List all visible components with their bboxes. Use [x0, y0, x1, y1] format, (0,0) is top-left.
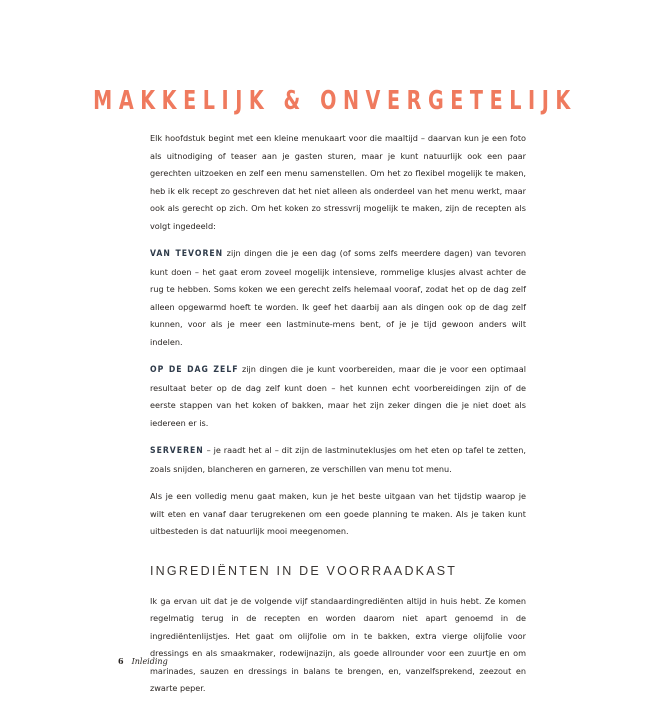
serveren-text: – je raadt het al – dit zijn de lastminuteklusjes om het eten op tafel te zetten, zoals snijden, blancheren en garneren, ze verschillen van menu tot menu.	[150, 445, 526, 474]
op-de-dag-zelf-paragraph	[150, 361, 526, 432]
op-de-dag-zelf-term: OP DE DAG ZELF	[150, 365, 239, 375]
serveren-paragraph	[150, 442, 526, 478]
van-tevoren-text: zijn dingen die je een dag (of soms zelfs meerdere dagen) van tevoren kunt doen – het gaat erom zoveel mogelijk intensieve, rommelige klusjes alvast achter de rug te hebben. Soms koken we een gerecht zelfs helemaal vooraf, zodat het op de dag zelf alleen opgewarmd hoeft te worden. Ik geef het daarbij aan als dingen ook op de dag zelf kunnen, voor als je meer een lastminute-mens bent, of je je tijd gewoon anders wilt indelen.	[150, 248, 527, 347]
intro-paragraph: Elk hoofdstuk begint met een kleine menukaart voor die maaltijd – daarvan kun je een foto als uitnodiging of teaser aan je gasten sturen, maar je kunt natuurlijk ook een paar gerechten uitzoeken en zelf een menu samenstellen. Om het zo flexibel mogelijk te maken, heb ik elk recept zo geschreven dat het niet alleen als onderdeel van het menu werkt, maar ook als gerecht op zich. Om het koken zo stressvrij mogelijk te maken, zijn de recepten als volgt ingedeeld:	[150, 133, 526, 231]
van-tevoren-term: VAN TEVOREN	[150, 249, 224, 259]
op-de-dag-zelf-text: zijn dingen die je kunt voorbereiden, maar die je voor een optimaal resultaat beter op de dag zelf kunt doen – het kunnen echt voorbereidingen zijn of de eerste stappen van het koken of bakken, maar het zijn zeker dingen die je niet doet als iedereen er is.	[150, 364, 526, 428]
page-footer	[118, 656, 168, 666]
serveren-term: SERVEREN	[150, 446, 204, 456]
voorraad-paragraph: Ik ga ervan uit dat je de volgende vijf standaardingrediënten altijd in huis hebt. Ze komen regelmatig terug in de recepten en worden daarom niet apart genoemd in de ingrediëntenlijstjes. Het gaat om olijfolie om in te bakken, extra vierge olijfolie voor dressings en als smaakmaker, rodewijnazijn, als goede allrounder voor een zuurtje en om marinades, sauzen en dressings in balans te brengen, en, vanzelfsprekend, zeezout en zwarte peper.	[150, 595, 526, 693]
footer-section: Inleiding	[131, 657, 168, 666]
planning-paragraph: Als je een volledig menu gaat maken, kun je het beste uitgaan van het tijdstip waarop je wilt eten en vanaf daar terugrekenen om een goede planning te maken. Als je taken kunt uitbesteden is dat natuurlijk mooi meegenomen.	[150, 491, 526, 536]
body-text	[150, 130, 526, 708]
section-heading: INGREDIËNTEN IN DE VOORRAADKAST	[150, 563, 458, 578]
page-title: MAKKELIJK & ONVERGETELIJK	[93, 86, 577, 116]
page-number: 6	[118, 656, 124, 666]
van-tevoren-paragraph	[150, 245, 526, 351]
